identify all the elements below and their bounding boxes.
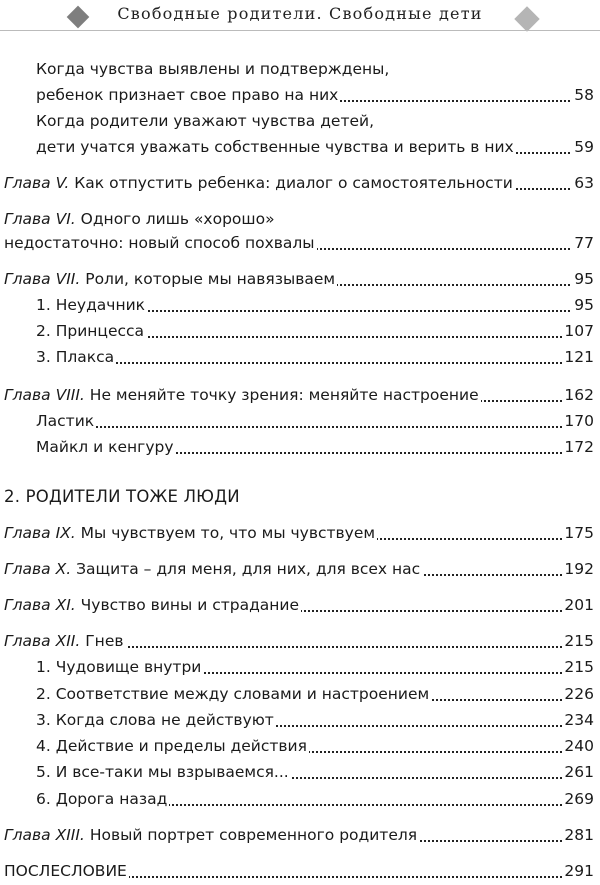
toc-subentry[interactable] (36, 344, 594, 370)
chapter-title: Роли, которые мы навязываем (85, 270, 336, 288)
toc-subentry[interactable] (36, 434, 594, 460)
toc-afterword[interactable] (4, 858, 594, 884)
toc-chapter-7[interactable] (4, 266, 594, 292)
toc-entry-title: дети учатся уважать собственные чувства и верить в них (36, 134, 516, 160)
toc-subentry[interactable] (36, 318, 594, 344)
toc-page-number: 162 (562, 382, 594, 408)
toc-chapter-6-line1 (4, 206, 594, 232)
toc-page-number: 261 (562, 759, 594, 785)
chapter-title: Не меняйте точку зрения: меняйте настроение (89, 386, 479, 404)
afterword-title: ПОСЛЕСЛОВИЕ (4, 858, 129, 884)
toc-page-number: 226 (562, 681, 594, 707)
chapter-label: Глава V. (4, 174, 70, 192)
toc-page-number: 215 (562, 654, 594, 680)
chapter-label: Глава XI. (4, 596, 76, 614)
toc-subentry[interactable] (36, 759, 594, 785)
toc-page-number: 170 (562, 408, 594, 434)
toc-page-number: 175 (562, 520, 594, 546)
toc-entry-text: Когда чувства выявлены и подтверждены, (36, 60, 390, 78)
dot-leader (36, 362, 594, 364)
chapter-label: Глава VI. (4, 210, 76, 228)
toc-entry[interactable] (36, 134, 594, 160)
toc-subentry-title: 1. Чудовище внутри (36, 654, 203, 680)
toc-subentry-title: Майкл и кенгуру (36, 434, 176, 460)
toc-subentry[interactable] (36, 707, 594, 733)
chapter-title: Мы чувствуем то, что мы чувствуем (80, 524, 376, 542)
toc-chapter-5[interactable] (4, 170, 594, 196)
toc-page-number: 192 (562, 556, 594, 582)
toc-page-number: 63 (572, 170, 594, 196)
toc-page-number: 215 (562, 628, 594, 654)
chapter-label: Глава VIII. (4, 386, 85, 404)
toc-subentry[interactable] (36, 681, 594, 707)
toc-subentry-title: 6. Дорога назад (36, 786, 169, 812)
chapter-label: Глава XII. (4, 632, 81, 650)
header-title: Свободные родители. Свободные дети (117, 4, 483, 23)
toc-subentry[interactable] (36, 408, 594, 434)
toc-chapter-12[interactable] (4, 628, 594, 654)
toc-page-number: 201 (562, 592, 594, 618)
toc-subentry-title: 1. Неудачник (36, 292, 147, 318)
toc-page-number: 95 (572, 292, 594, 318)
chapter-title: Как отпустить ребенка: диалог о самостоятельности (74, 174, 513, 192)
toc-page-number: 234 (562, 707, 594, 733)
toc-entry[interactable] (36, 82, 594, 108)
toc-subentry-title: 5. И все-таки мы взрываемся... (36, 759, 291, 785)
toc-subentry-title: 3. Плакса (36, 344, 116, 370)
chapter-title: Защита – для меня, для них, для всех нас (76, 560, 421, 578)
chapter-label: Глава IX. (4, 524, 76, 542)
toc-chapter-10[interactable] (4, 556, 594, 582)
chapter-label: Глава X. (4, 560, 72, 578)
toc-subentry-title: 3. Когда слова не действуют (36, 707, 276, 733)
chapter-title: недостаточно: новый способ похвалы (4, 230, 317, 256)
toc-chapter-8[interactable] (4, 382, 594, 408)
toc-chapter-13[interactable] (4, 822, 594, 848)
toc-subentry[interactable] (36, 654, 594, 680)
toc-subentry[interactable] (36, 292, 594, 318)
toc-chapter-11[interactable] (4, 592, 594, 618)
toc-entry-title: ребенок признает свое право на них (36, 82, 340, 108)
toc-page-number: 240 (562, 733, 594, 759)
toc-page-number: 107 (562, 318, 594, 344)
chapter-title: Гнев (85, 632, 124, 650)
toc-subentry-title: 4. Действие и пределы действия (36, 733, 309, 759)
toc-subentry-title: 2. Соответствие между словами и настроением (36, 681, 431, 707)
toc-entry-text: Когда родители уважают чувства детей, (36, 112, 375, 130)
toc-page-number: 95 (572, 266, 594, 292)
toc-page-number: 58 (572, 82, 594, 108)
toc-chapter-6[interactable] (4, 230, 594, 256)
part-heading: 2. РОДИТЕЛИ ТОЖЕ ЛЮДИ (4, 487, 240, 506)
toc-page-number: 281 (562, 822, 594, 848)
toc-chapter-9[interactable] (4, 520, 594, 546)
toc-page-number: 172 (562, 434, 594, 460)
toc-subentry-title: 2. Принцесса (36, 318, 146, 344)
chapter-title: Новый портрет современного родителя (89, 826, 418, 844)
toc-page-number: 121 (562, 344, 594, 370)
toc-subentry[interactable] (36, 786, 594, 812)
toc-page-number: 77 (572, 230, 594, 256)
chapter-label: Глава XIII. (4, 826, 85, 844)
chapter-title: Чувство вины и страдание (80, 596, 300, 614)
dot-leader (36, 426, 594, 428)
toc-page-number: 291 (562, 858, 594, 884)
toc-subentry-title: Ластик (36, 408, 96, 434)
toc-subentry[interactable] (36, 733, 594, 759)
chapter-title: Одного лишь «хорошо» (80, 210, 275, 228)
toc-page-number: 59 (572, 134, 594, 160)
chapter-label: Глава VII. (4, 270, 81, 288)
toc-page-number: 269 (562, 786, 594, 812)
